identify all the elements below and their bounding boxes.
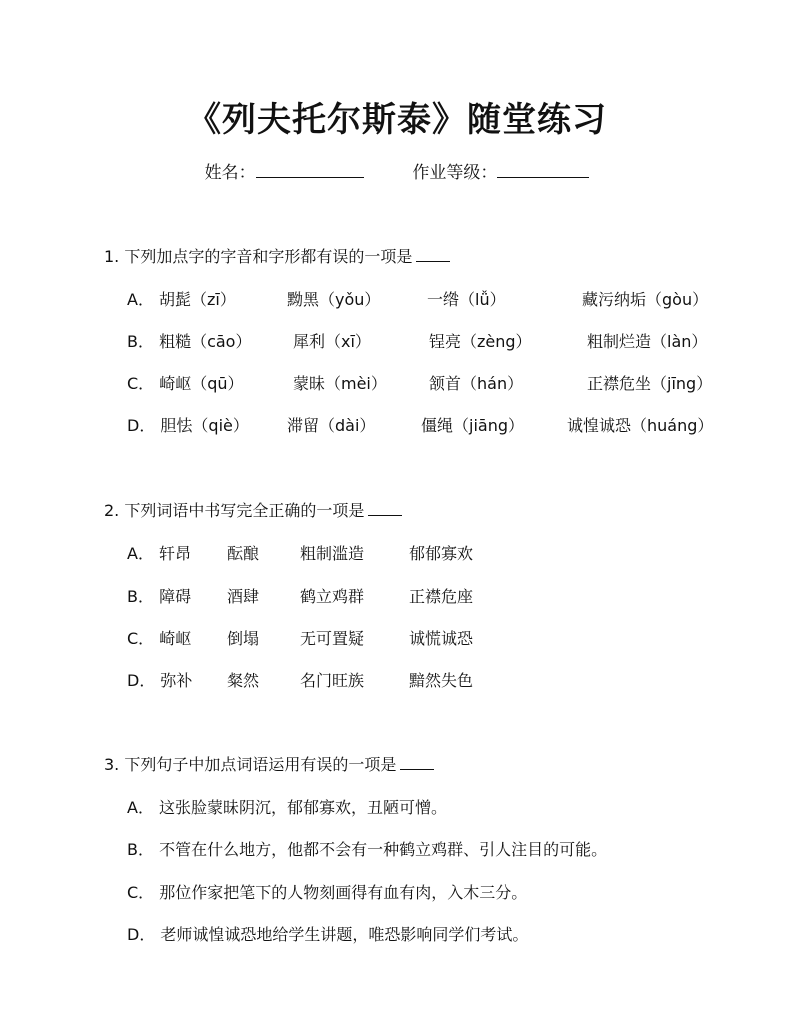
- question-2-stem: [104, 498, 402, 521]
- option-sentence: B． 不管在什么地方，他都不会有一种鹤立鸡群、引人注目的可能。: [127, 840, 608, 859]
- option-term: 蒙昧（mèi）: [293, 374, 387, 393]
- question-stem-text: 1. 下列加点字的字音和字形都有误的一项是: [104, 247, 413, 266]
- option-term: 酒肆: [227, 587, 260, 606]
- option-term: B． 障碍: [127, 587, 192, 606]
- option-sentence: D． 老师诚惶诚恐地给学生讲题，唯恐影响同学们考试。: [127, 925, 529, 944]
- option-term: 倒塌: [227, 629, 260, 648]
- option-term: 诚慌诚恐: [409, 629, 474, 648]
- option-term: 郁郁寡欢: [409, 544, 474, 563]
- option-term: 诚惶诚恐（huáng）: [567, 416, 714, 435]
- option-term: 滞留（dài）: [287, 416, 376, 435]
- option-term: 名门旺族: [300, 671, 365, 690]
- option-term: 无可置疑: [300, 629, 365, 648]
- question-1-stem: [104, 244, 450, 267]
- option-term: D． 弥补: [127, 671, 193, 690]
- option-term: 锃亮（zèng）: [429, 332, 532, 351]
- student-info-line: [0, 158, 794, 183]
- option-term: 粲然: [227, 671, 260, 690]
- option-term: 一绺（lǚ）: [427, 290, 506, 309]
- option-term: B． 粗糙（cāo）: [127, 332, 252, 351]
- question-stem-text: 3. 下列句子中加点词语运用有误的一项是: [104, 755, 397, 774]
- name-blank[interactable]: [256, 163, 364, 178]
- option-term: C． 崎岖（qū）: [127, 374, 244, 393]
- question-stem-text: 2. 下列词语中书写完全正确的一项是: [104, 501, 365, 520]
- answer-blank[interactable]: [400, 757, 434, 770]
- grade-blank[interactable]: [497, 163, 589, 178]
- option-term: D． 胆怯（qiè）: [127, 416, 249, 435]
- answer-blank[interactable]: [368, 503, 402, 516]
- answer-blank[interactable]: [416, 249, 450, 262]
- option-term: 僵绳（jiāng）: [421, 416, 524, 435]
- grade-label: 作业等级：: [412, 163, 498, 183]
- option-term: A． 胡髭（zī）: [127, 290, 236, 309]
- option-term: 犀利（xī）: [293, 332, 371, 351]
- option-term: 酝酿: [227, 544, 260, 563]
- option-term: 黯然失色: [409, 671, 474, 690]
- page-title: 《列夫托尔斯泰》随堂练习: [187, 100, 607, 140]
- option-term: C． 崎岖: [127, 629, 192, 648]
- option-term: 鹤立鸡群: [300, 587, 365, 606]
- option-sentence: A． 这张脸蒙昧阴沉，郁郁寡欢，丑陋可憎。: [127, 798, 448, 817]
- option-term: 正襟危座: [409, 587, 474, 606]
- option-term: A． 轩昂: [127, 544, 192, 563]
- option-sentence: C． 那位作家把笔下的人物刻画得有血有肉，入木三分。: [127, 883, 528, 902]
- name-label: 姓名：: [204, 163, 256, 183]
- option-term: 黝黑（yǒu）: [287, 290, 381, 309]
- option-term: 粗制滥造: [300, 544, 365, 563]
- option-term: 正襟危坐（jīng）: [587, 374, 713, 393]
- option-term: 颔首（hán）: [429, 374, 524, 393]
- option-term: 粗制烂造（làn）: [587, 332, 708, 351]
- question-3-stem: [104, 752, 434, 775]
- option-term: 藏污纳垢（gòu）: [582, 290, 709, 309]
